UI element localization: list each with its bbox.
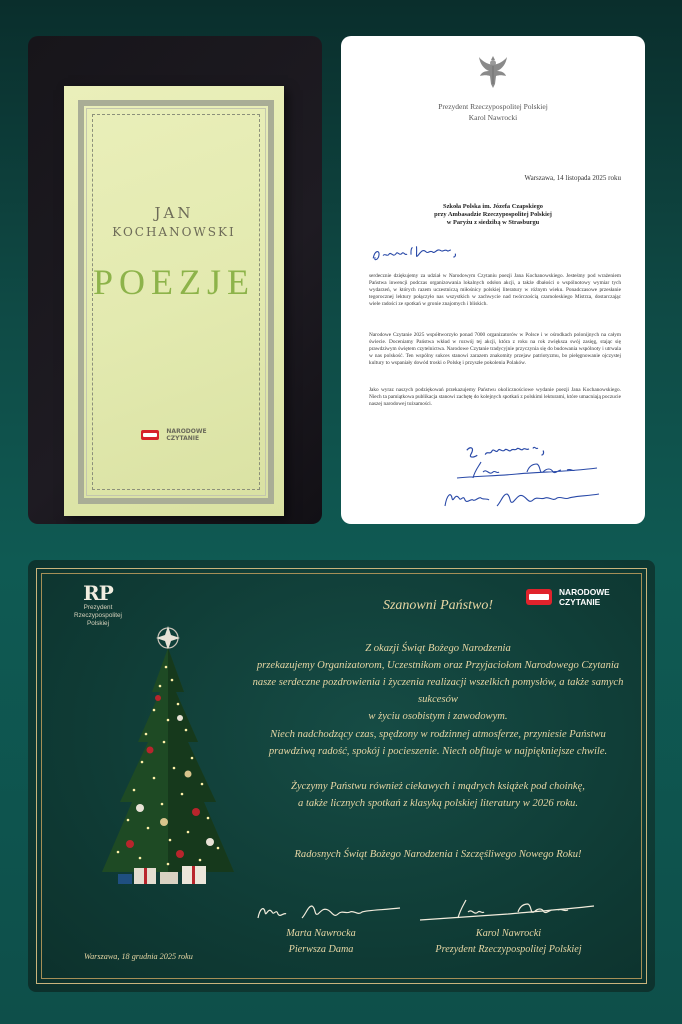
book-photo	[28, 36, 322, 524]
signer2-title: Prezydent Rzeczypospolitej Polskiej	[435, 944, 582, 955]
card-paragraph-2	[233, 726, 643, 760]
book-cover	[64, 86, 284, 516]
card-p1-line3: nasze serdeczne pozdrowienia i życzenia realizacji wszelkich pomysłów, a także samych sukcesów	[252, 677, 624, 705]
card-signature-first-lady	[254, 900, 404, 929]
letter-recipient	[341, 203, 645, 227]
book-author-last: KOCHANOWSKI	[112, 225, 236, 239]
card-p1-line4: w życiu osobistym i zawodowym.	[368, 711, 508, 722]
card-p3-line2: a także licznych spotkań z klasyką polskiej literatury w 2026 roku.	[298, 798, 578, 809]
card-p1-line2: przekazujemy Organizatorom, Uczestnikom oraz Przyjaciołom Narodowego Czytania	[256, 660, 620, 671]
card-p4-line1: Radosnych Świąt Bożego Narodzenia i Szczęśliwego Nowego Roku!	[294, 849, 582, 860]
book-author-first: JAN	[154, 204, 194, 222]
logo-line2: CZYTANIE	[166, 435, 200, 443]
rp-mark: RP	[83, 581, 113, 605]
logo-line1: NARODOWE	[166, 428, 207, 436]
rp-line1: Prezydent	[83, 604, 113, 611]
recipient-line1: Szkoła Polska im. Józefa Czapskiego	[443, 203, 543, 210]
signer-first-lady	[256, 926, 386, 958]
logo-line2: CZYTANIE	[559, 597, 601, 607]
card-paragraph-1	[233, 640, 643, 725]
letter-paragraph-1: serdecznie dziękujemy za udział w Narodowym Czytaniu poezji Jana Kochanowskiego. Jesteśmy pod wrażeniem Państwa inwencji podczas organizowania lokalnych odsłon akcji, a także dbałości o wspólnotowy wymiar tych wydarzeń, w których razem uczestniczą miłośnicy polskiej literatury w różnym wieku. Ponadczasowe przesłanie tegorocznej lektury połączyło nas wszystkich w zachwycie nad twórczością czarnoleskiego Mistrza, dostarczając wiele radości ze spotkań w gronie znajomych i bliskich.	[369, 273, 621, 307]
signer1-name: Marta Nawrocka	[286, 928, 356, 939]
signer1-title: Pierwsza Dama	[288, 944, 354, 955]
book-title: POEZJE	[93, 262, 255, 302]
tree-star-icon	[156, 626, 180, 650]
rp-line3: Polskiej	[86, 620, 110, 627]
card-date: Warszawa, 18 grudnia 2025 roku	[84, 952, 193, 961]
rp-line2: Rzeczypospolitej	[74, 612, 122, 619]
card-greeting: Szanowni Państwo!	[382, 598, 494, 613]
letter-date: Warszawa, 14 listopada 2025 roku	[524, 174, 621, 182]
card-p2-line2: prawdziwą radość, spokój i pocieszenie. Niech obfituje w najpiękniejsze chwile.	[268, 746, 608, 757]
card-paragraph-4	[233, 846, 643, 863]
book-icon	[141, 430, 159, 440]
handwritten-salutation	[370, 240, 471, 268]
logo-line1: NARODOWE	[559, 587, 610, 597]
letter-head-title: Prezydent Rzeczypospolitej Polskiej	[438, 102, 548, 111]
letter-signature-first-lady	[437, 484, 607, 519]
christmas-card	[28, 560, 655, 992]
narodowe-czytanie-logo-small	[64, 426, 284, 444]
card-p2-line1: Niech nadchodzący czas, spędzony w rodzinnej atmosferze, przyniesie Państwu	[270, 729, 606, 740]
signer2-name: Karol Nawrocki	[475, 928, 542, 939]
card-paragraph-3	[233, 778, 643, 812]
card-p1-line1: Z okazji Świąt Bożego Narodzenia	[365, 643, 511, 654]
card-signature-president	[418, 896, 598, 929]
christmas-tree-illustration	[88, 622, 248, 952]
presidential-letter	[341, 36, 645, 524]
letter-head-name: Karol Nawrocki	[468, 113, 518, 122]
recipient-line2: przy Ambasadzie Rzeczypospolitej Polskiej	[434, 211, 552, 218]
card-p3-line1: Życzymy Państwu również ciekawych i mądrych książek pod choinkę,	[291, 781, 585, 792]
signer-president	[416, 926, 601, 958]
recipient-line3: w Paryżu z siedzibą w Strasburgu	[446, 219, 540, 226]
letter-paragraph-3: Jako wyraz naszych podziękowań przekazujemy Państwu okolicznościowe wydanie poezji Jana Kochanowskiego. Niech ta pamiątkowa publikacja stanowi zachętę do kolejnych spotkań z polskimi lekturami, które umacniają poczucie naszej narodowej tożsamości.	[369, 387, 621, 407]
eagle-emblem-icon	[341, 54, 645, 95]
letter-paragraph-2: Narodowe Czytanie 2025 współtworzyło ponad 7000 organizatorów w Polsce i w ośrodkach polonijnych na całym świecie. Doceniamy Państwa wkład w rozwój tej akcji, która z roku na rok zwiększa swój zasięg, stając się prawdziwym świętem czytelnictwa. Narodowe Czytanie tradycyjnie przyczynia się do budowania wspólnoty i utrwala w nas polskość. Ten wspólny sukces stanowi zarazem znakomity przejaw patriotyzmu, bo pielęgnowanie ojczystej kultury to wspaniały dowód troski o Polskę i przyszłe pokolenia Polaków.	[369, 332, 621, 366]
